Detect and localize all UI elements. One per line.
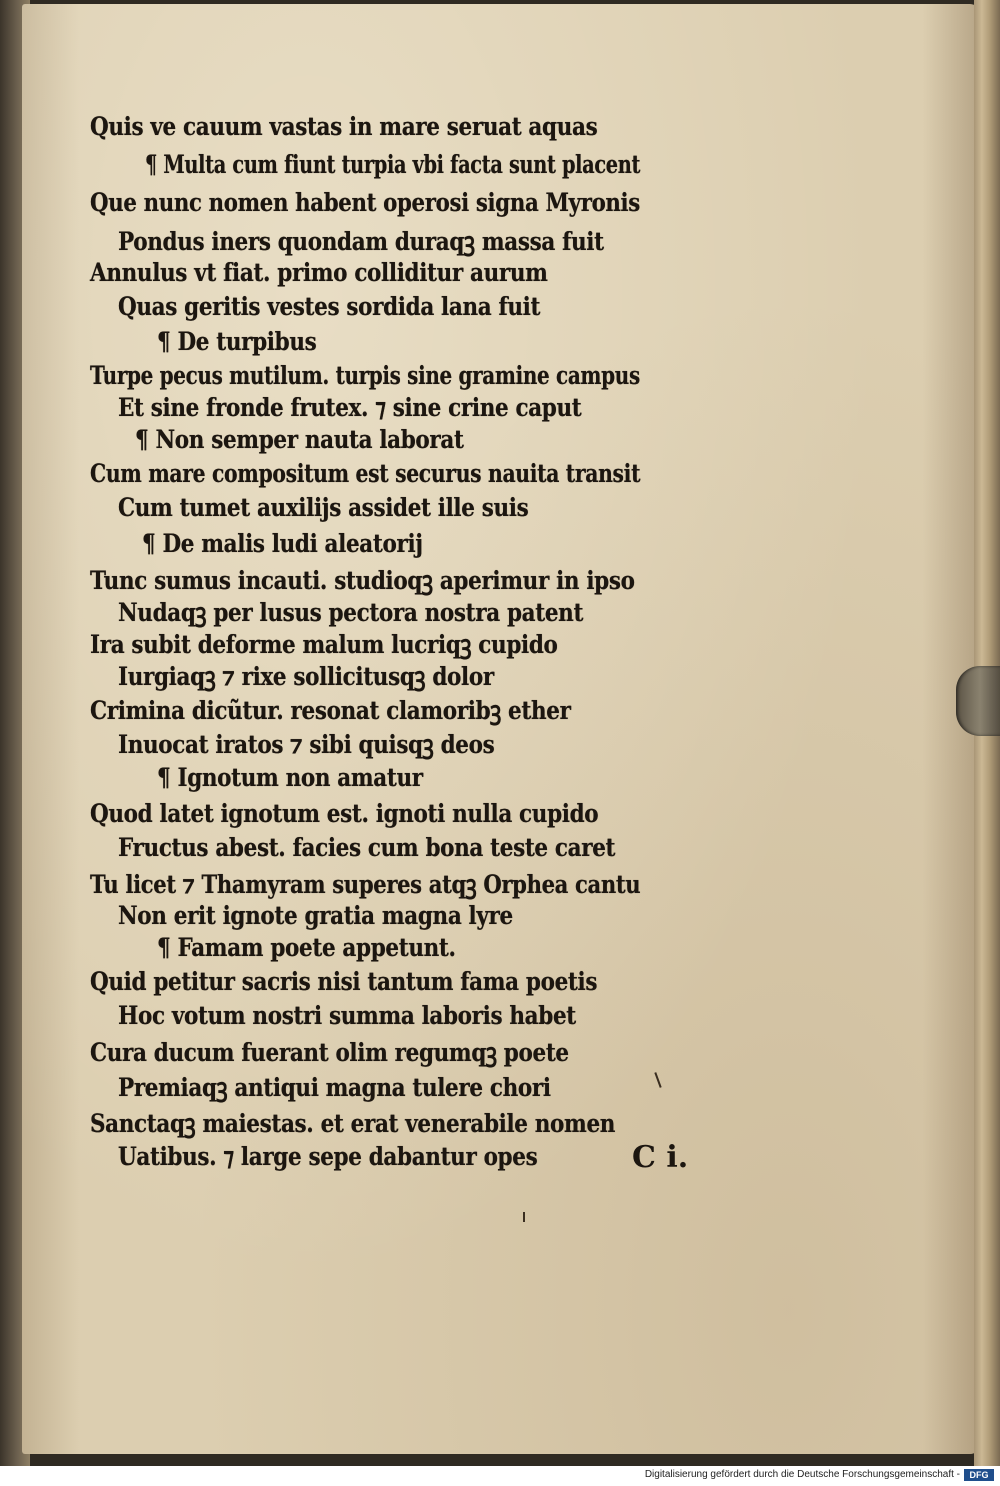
verse-line: Quod latet ignotum est. ignoti nulla cupido [90, 799, 599, 828]
verse-line: Nudaqꝫ per lusus pectora nostra patent [118, 598, 584, 627]
verse-line: Inuocat iratos ⁊ sibi quisqꝫ deos [118, 730, 495, 759]
verse-line: Hoc votum nostri summa laboris habet [118, 1001, 576, 1030]
section-heading: ¶ Multa cum fiunt turpia vbi facta sunt placent [145, 150, 641, 179]
verse-line: Premiaqꝫ antiqui magna tulere chori [118, 1073, 551, 1102]
verse-line: Cum mare compositum est securus nauita transit [90, 459, 641, 488]
verse-line: Annulus vt fiat. primo colliditur aurum [90, 258, 548, 287]
verse-line: Tu licet ⁊ Thamyram superes atqꝫ Orphea cantu [90, 870, 641, 899]
verse-line: Quis ve cauum vastas in mare seruat aquas [90, 112, 598, 141]
verse-line: Pondus iners quondam duraqꝫ massa fuit [118, 227, 604, 256]
verse-line: Cum tumet auxilijs assidet ille suis [118, 493, 529, 522]
verse-line: Crimina dicũtur. resonat clamoribꝫ ether [90, 696, 571, 725]
verse-line: Turpe pecus mutilum. turpis sine gramine campus [90, 361, 640, 390]
verse-line: Non erit ignote gratia magna lyre [118, 901, 513, 930]
digitization-footer [0, 1466, 1000, 1486]
book-clasp [956, 666, 1000, 736]
verse-line: Fructus abest. facies cum bona teste caret [118, 833, 616, 862]
signature-mark: C i. [632, 1140, 689, 1175]
verse-line: Uatibus. ⁊ large sepe dabantur opes [118, 1142, 538, 1171]
section-heading: ¶ De malis ludi aleatorij [142, 529, 423, 558]
verse-line: Ira subit deforme malum lucriqꝫ cupido [90, 630, 558, 659]
verse-line: Iurgiaqꝫ ⁊ rixe sollicitusqꝫ dolor [118, 662, 494, 691]
verse-line: Cura ducum fuerant olim regumqꝫ poete [90, 1038, 569, 1067]
section-heading: ¶ De turpibus [157, 327, 317, 356]
verse-line: Quid petitur sacris nisi tantum fama poetis [90, 967, 598, 996]
verse-line: Tunc sumus incauti. studioqꝫ aperimur in ipso [90, 566, 635, 595]
section-heading: ¶ Ignotum non amatur [157, 763, 423, 792]
verse-line: Que nunc nomen habent operosi signa Myronis [90, 188, 640, 217]
ink-speck [523, 1212, 525, 1222]
dfg-logo: DFG [964, 1469, 994, 1481]
section-heading: ¶ Non semper nauta laborat [135, 425, 464, 454]
verse-line: Sanctaqꝫ maiestas. et erat venerabile nomen [90, 1109, 616, 1138]
section-heading: ¶ Famam poete appetunt. [157, 933, 456, 962]
verse-line: Et sine fronde frutex. ⁊ sine crine caput [118, 393, 582, 422]
funding-credit: Digitalisierung gefördert durch die Deutsche Forschungsgemeinschaft - [644, 1469, 960, 1480]
verse-line: Quas geritis vestes sordida lana fuit [118, 292, 541, 321]
